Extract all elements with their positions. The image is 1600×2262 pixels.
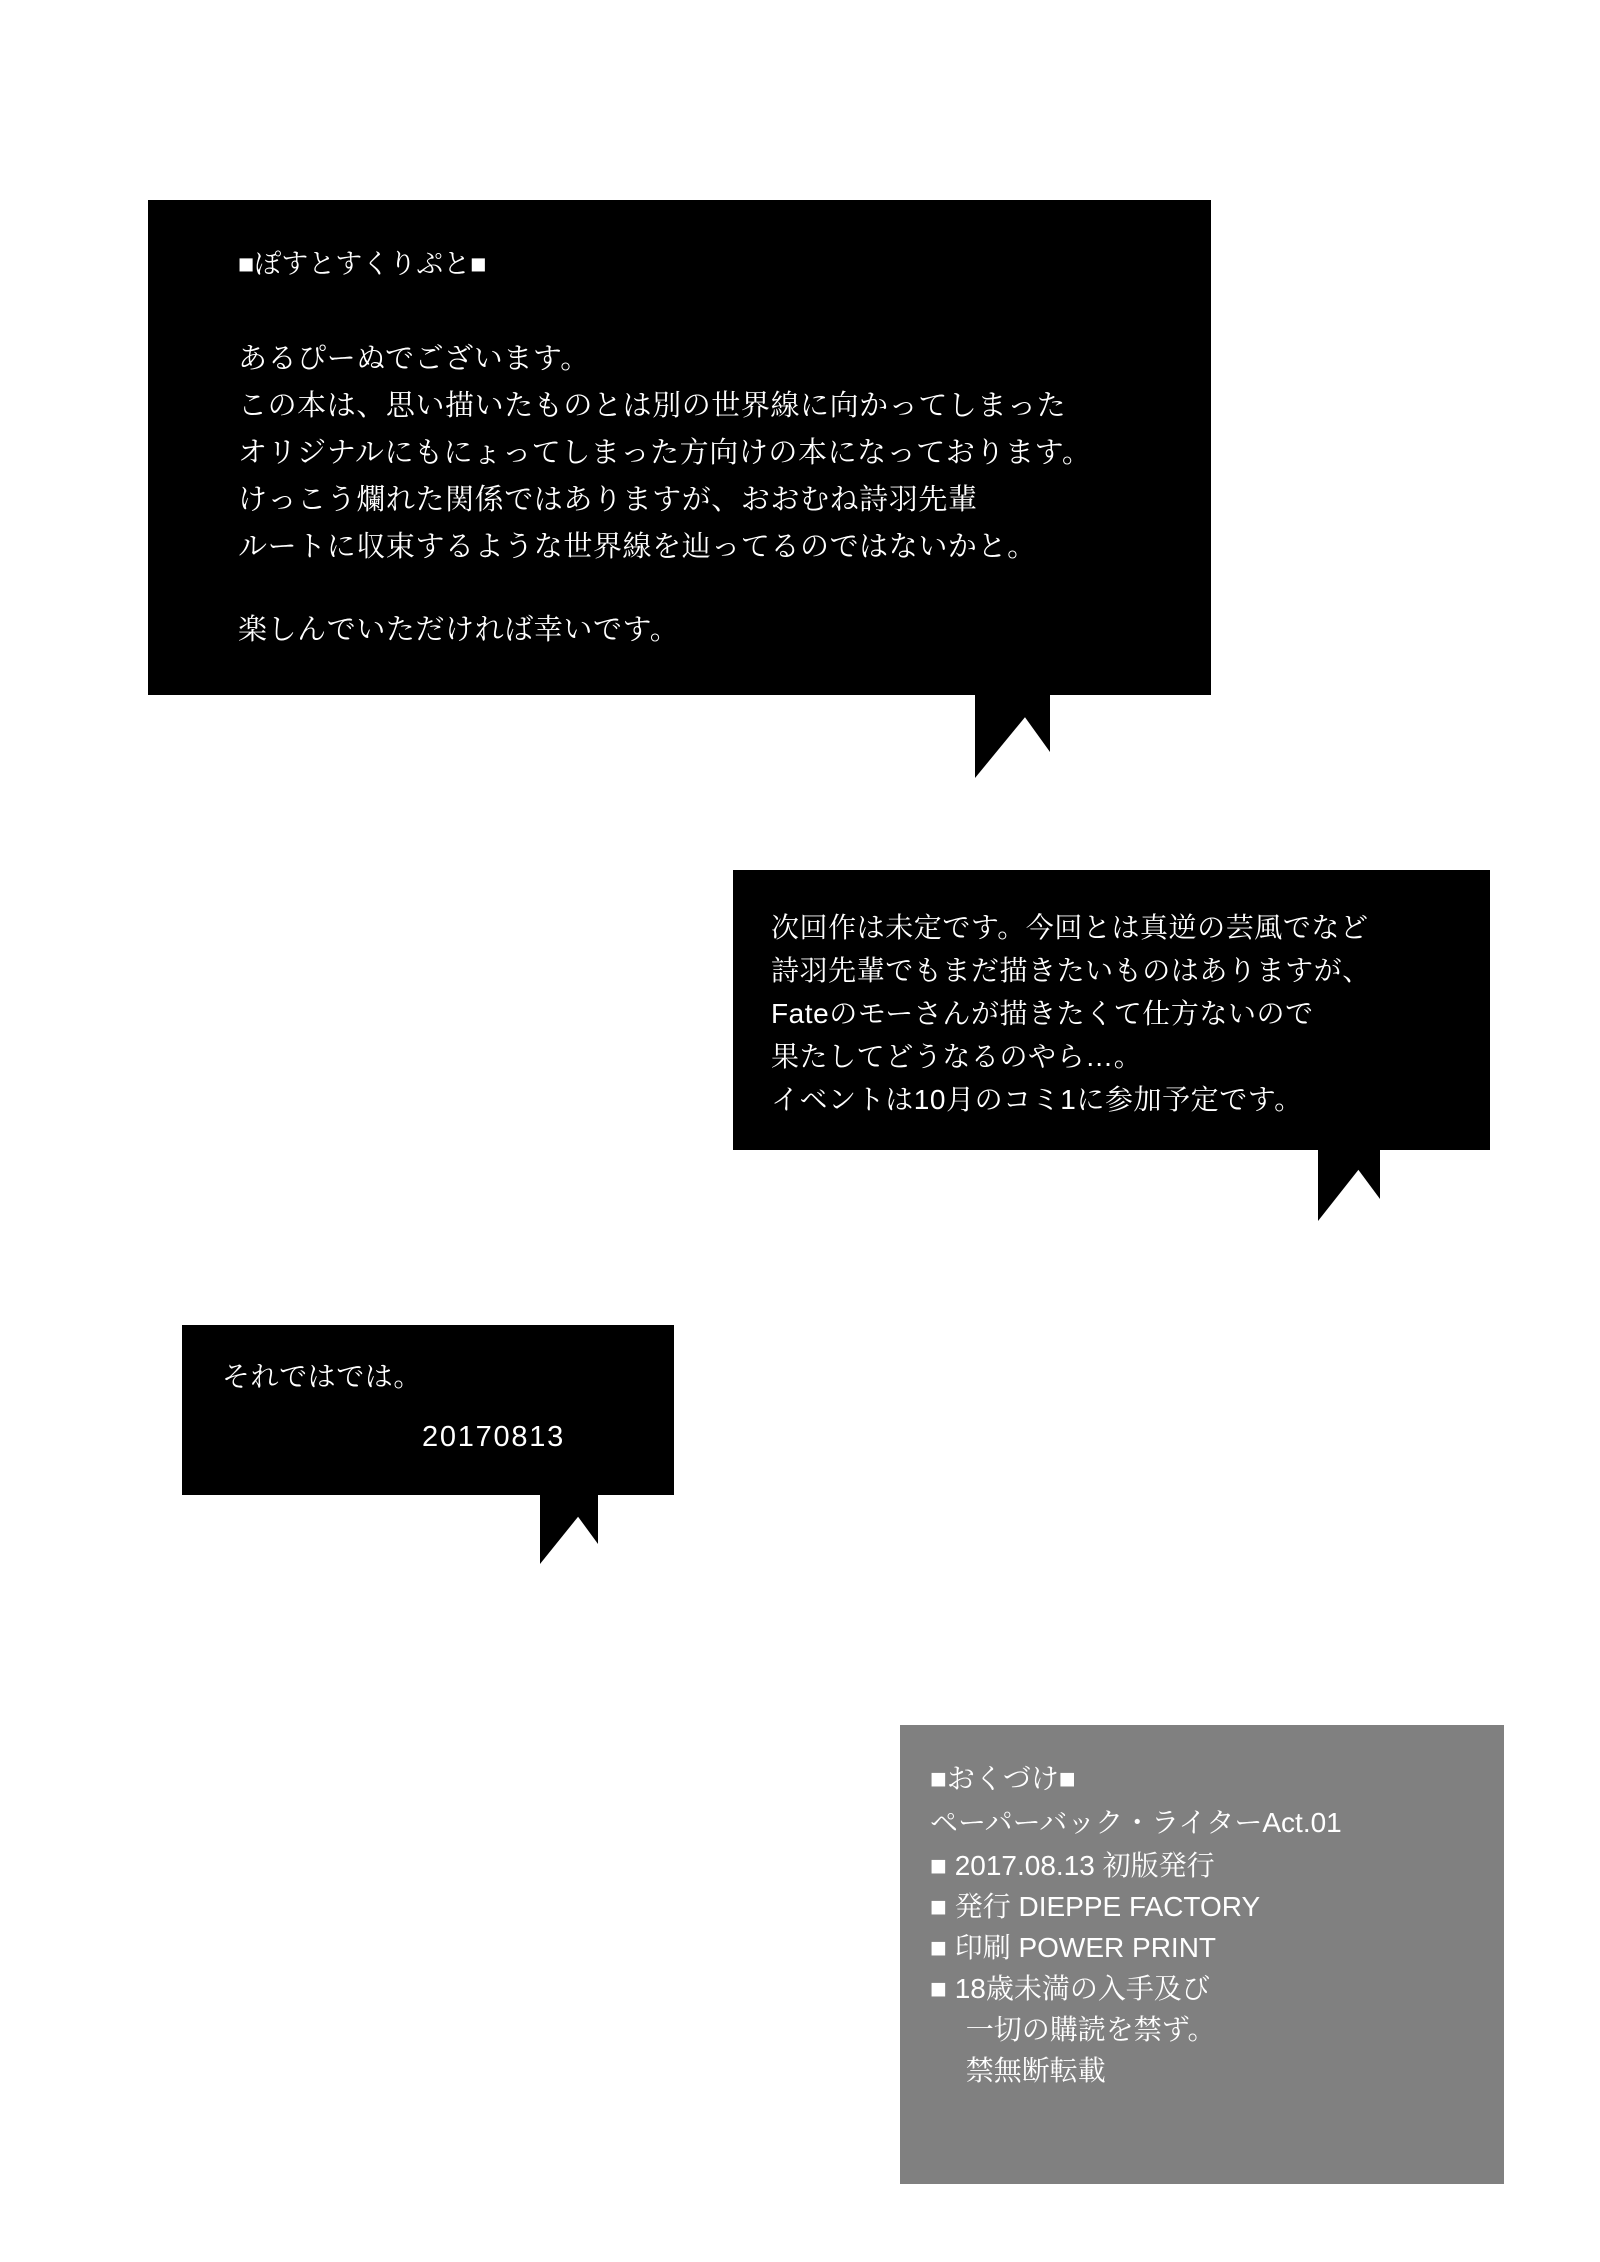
colophon-line-printer: ■ 印刷 POWER PRINT: [930, 1932, 1217, 1963]
postscript-line-1: あるぴーぬでございます。: [238, 343, 590, 375]
next-work-line-3: Fateのモーさんが描きたくて仕方ないので: [771, 998, 1314, 1029]
next-work-line-2: 詩羽先輩でもまだ描きたいものはありますが、: [771, 955, 1371, 986]
colophon-line-age-restriction-1: ■ 18歳未満の入手及び: [930, 1973, 1210, 2004]
postscript-spacer: [190, 571, 1211, 607]
postscript-line-3: オリジナルにもにょってしまった方向けの本になっております。: [238, 437, 1092, 469]
colophon-title: ペーパーバック・ライターAct.01: [930, 1807, 1342, 1838]
next-work-speech-bubble: [733, 870, 1490, 1150]
signoff-speech-bubble: [182, 1325, 674, 1495]
signoff-date: 20170813: [422, 1421, 565, 1453]
next-work-line-1: 次回作は未定です。今回とは真逆の芸風でなど: [771, 912, 1369, 943]
postscript-body: [190, 336, 1211, 654]
postscript-line-2: この本は、思い描いたものとは別の世界線に向かってしまった: [238, 390, 1067, 422]
postscript-bubble-tail-inner: [1004, 688, 1050, 752]
postscript-line-5: ルートに収束するような世界線を辿ってるのではないかと。: [238, 531, 1037, 563]
colophon-line-publisher: ■ 発行 DIEPPE FACTORY: [930, 1891, 1261, 1922]
colophon-line-age-restriction-2: 一切の購読を禁ず。: [930, 2014, 1216, 2045]
signoff-text: それではでは。: [222, 1361, 422, 1392]
colophon-line-publication-date: ■ 2017.08.13 初版発行: [930, 1850, 1215, 1881]
postscript-heading: ■ぽすとすくりぷと■: [238, 249, 487, 279]
colophon-panel: [900, 1725, 1504, 2184]
next-work-line-4: 果たしてどうなるのやら…。: [771, 1041, 1143, 1072]
next-work-bubble-tail-inner: [1340, 1145, 1380, 1199]
colophon-line-no-reprint: 禁無断転載: [930, 2055, 1106, 2086]
postscript-speech-bubble: [148, 200, 1211, 695]
next-work-line-5: イベントは10月のコミ1に参加予定です。: [771, 1084, 1303, 1115]
postscript-closing-line: 楽しんでいただければ幸いです。: [238, 614, 680, 646]
signoff-bubble-tail-inner: [560, 1492, 598, 1544]
colophon-heading: ■おくづけ■: [930, 1763, 1076, 1794]
postscript-line-4: けっこう爛れた関係ではありますが、おおむね詩羽先輩: [238, 484, 978, 516]
